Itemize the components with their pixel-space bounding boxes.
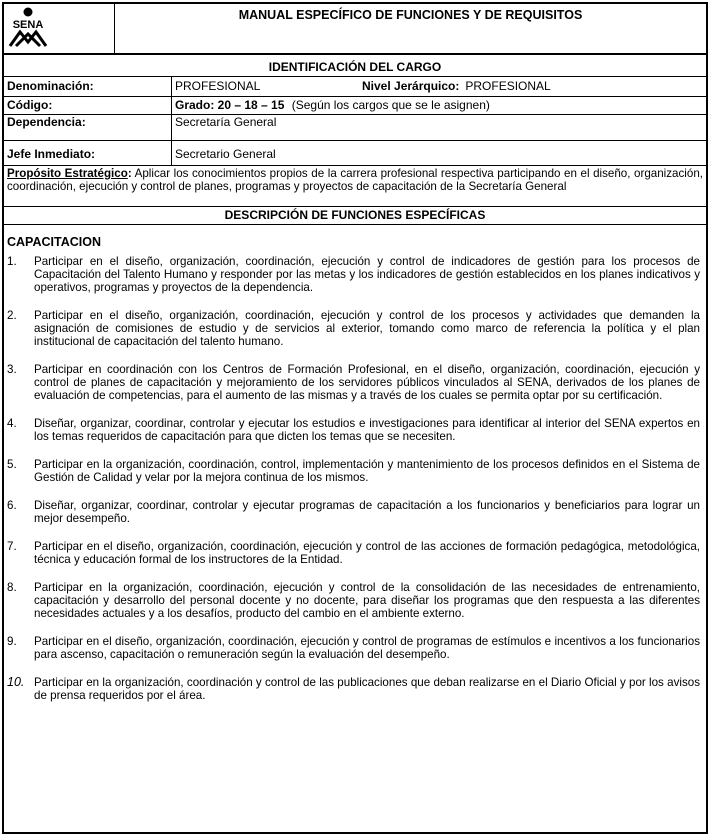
grado-note: (Según los cargos que se le asignen) [291, 98, 490, 112]
list-item: 8. Participar en la organización, coordinación, ejecución y control de la consolidación de las necesidades de entrenamiento, capacitación y desarrollo del personal docente y no docente, para diseñar los programas que den respuesta a las diferentes necesidades actuales y a los desafíos, producto del cambio en el ambiente externo. [7, 581, 700, 620]
dependencia-label: Dependencia: [4, 115, 172, 140]
codigo-row [4, 97, 706, 115]
identificacion-heading: IDENTIFICACIÓN DEL CARGO [4, 55, 706, 77]
sena-logo [4, 4, 115, 53]
proposito-text: Aplicar los conocimientos propios de la carrera profesional respectiva participando en el diseño, organización, coordinación, ejecución y control de planes, programas y proyectos de capacitación de la Secretaría General [7, 167, 703, 193]
document-header [4, 4, 706, 55]
dependencia-value: Secretaría General [175, 115, 277, 129]
list-item: 10. Participar en la organización, coordinación y control de las publicaciones que deban realizarse en el Diario Oficial y por los avisos de prensa requeridos por el área. [7, 675, 700, 702]
list-item: 5. Participar en la organización, coordinación, control, implementación y mantenimiento de los procesos definidos en el Sistema de Gestión de Calidad y velar por la mejora continua de los mismos. [7, 458, 700, 484]
proposito-label: Propósito Estratégico [7, 167, 128, 180]
nivel-label: Nivel Jerárquico: [362, 79, 460, 93]
list-item: 6. Diseñar, organizar, coordinar, controlar y ejecutar programas de capacitación a los funcionarios y beneficiarios para lograr un mejor desempeño. [7, 499, 700, 525]
capacitacion-heading: CAPACITACION [7, 235, 101, 249]
dependencia-row [4, 115, 706, 141]
list-item: 2. Participar en el diseño, organización, coordinación, ejecución y control de los procesos y actividades que demanden la asignación de comisiones de estudio y de servicios al exterior, tomando como marco de referencia la política y el plan institucional de capacitación del talento humano. [7, 309, 700, 348]
document-page [2, 2, 708, 834]
codigo-label: Código: [4, 97, 172, 114]
list-item: 4. Diseñar, organizar, coordinar, controlar y ejecutar los estudios e investigaciones para identificar al interior del SENA expertos en los temas requeridos de capacitación para que dicten los temas que se necesiten. [7, 417, 700, 443]
logo-text: SENA [12, 19, 44, 31]
denominacion-label: Denominación: [4, 77, 172, 96]
list-item: 3. Participar en coordinación con los Centros de Formación Profesional, en el diseño, organización, coordinación, ejecución y control de planes de capacitación y mejoramiento de los servidores públicos vinculados al SENA, derivados de los planes de evaluación de competencias, para el aumento de las mismas y a través de los cuales se permita optar por su certificación. [7, 363, 700, 402]
grado-label: Grado: 20 – 18 – 15 [175, 98, 285, 112]
list-item: 9. Participar en el diseño, organización, coordinación, ejecución y control de programas de estímulos e incentivos a los funcionarios para ascenso, capacitación o remuneración según la evaluación del desempeño. [7, 635, 700, 661]
descripcion-heading: DESCRIPCIÓN DE FUNCIONES ESPECÍFICAS [4, 207, 706, 225]
jefe-row [4, 141, 706, 166]
denominacion-value: PROFESIONAL [175, 79, 261, 93]
list-item: 7. Participar en el diseño, organización, coordinación, ejecución y control de las acciones de formación pedagógica, metodológica, técnica y educación formal de los instructores de la Entidad. [7, 540, 700, 566]
denominacion-row [4, 77, 706, 97]
jefe-label: Jefe Inmediato: [4, 141, 172, 165]
jefe-value: Secretario General [175, 147, 276, 161]
proposito-block: Propósito Estratégico: Aplicar los conocimientos propios de la carrera profesional respectiva participando en el diseño, organización, coordinación, ejecución y control de planes, programas y proyectos de capacitación de la Secretaría General [4, 166, 706, 207]
list-item: 1. Participar en el diseño, organización, coordinación, ejecución y control de indicadores de gestión para los procesos de Capacitación del Talento Humano y responder por las metas y los indicadores de gestión establecidos en los planes indicativos y operativos, programas y proyectos de la dependencia. [7, 255, 700, 294]
funciones-list [4, 255, 706, 702]
document-title: MANUAL ESPECÍFICO DE FUNCIONES Y DE REQUISITOS [238, 8, 583, 22]
nivel-value: PROFESIONAL [465, 79, 551, 93]
